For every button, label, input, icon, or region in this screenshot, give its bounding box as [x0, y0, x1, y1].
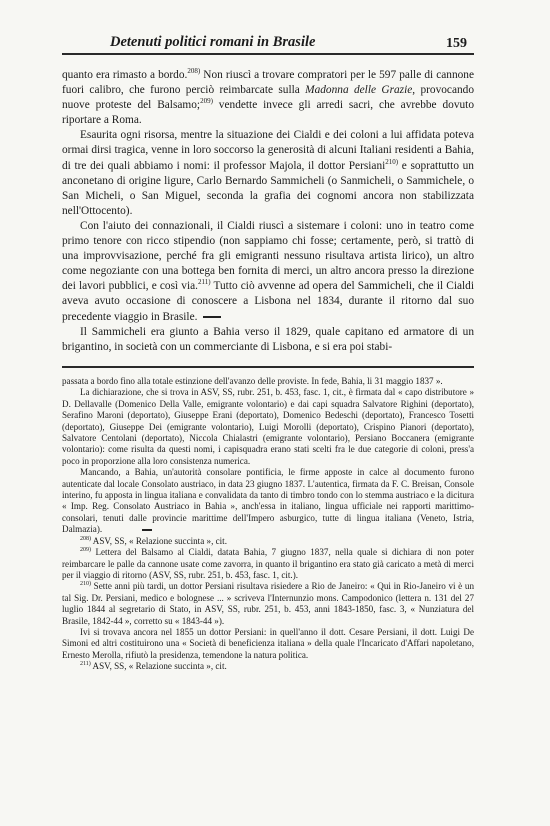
- paragraph-1: [62, 68, 474, 128]
- margin-mark: [203, 316, 221, 318]
- text: Non riuscì a trovare compratori per le 597 palle di cannone fuori calibro, che furono perciò reimbarcate sulla: [62, 69, 474, 97]
- margin-mark: [142, 529, 152, 531]
- header-rule: [62, 53, 474, 55]
- text: Esaurita ogni risorsa, mentre la situazione dei Cialdi e dei coloni a lui affidata poteva ormai dirsi tragica, venne in loro soccorso la generosità di alcuni Italiani residenti a Bahia, di tre dei quali abbiamo i nomi: il professor Majola, il dottor Persiani: [62, 129, 474, 172]
- ship-name: Madonna delle Grazie: [305, 84, 413, 97]
- footnote-ref-208: 208): [187, 67, 201, 76]
- footnotes: [62, 376, 474, 673]
- footnote-paragraph: La dichiarazione, che si trova in ASV, SS, rubr. 251, b. 453, fasc. 1, cit., è firmata dal « capo distributore » D. Dellavalle (Domenico Della Valle, emigrante volontario) e dai capi squadra Salvatore Righini (deportato), Serafino Maroni (deportato), Giuseppe Erani (deportato), Domenico Bedeschi (deportato), Francesco Tosetti (deportato), Giuseppe Dei (emigrante volontario), Luigi Morolli (deportato), Crispino Pianori (deportato), Salvatore Centolani (deportato), Niccola Chialastri (emigrante volontario), Persiano Boccanera (emigrante volontario): come risulta da questi nomi, i capisquadra erano stati scelti fra le due categorie di coloni, press'a poco in proporzione alla loro consistenza numerica.: [62, 387, 474, 466]
- footnote-ref-209: 209): [200, 97, 213, 106]
- main-text: [62, 68, 474, 355]
- footnote-number: 210): [80, 581, 91, 588]
- footnote-208: [62, 536, 474, 547]
- footnote-209: [62, 547, 474, 581]
- footnote-ref-210: 210): [385, 157, 399, 166]
- page-header: [62, 34, 472, 58]
- footnote-ref-211: 211): [197, 278, 211, 287]
- footnotes-rule: [62, 366, 474, 368]
- paragraph-4: Il Sammicheli era giunto a Bahia verso il 1829, quale capitano ed armatore di un brigantino, in società con un commerciante di Lisbona, e si era poi stabi-: [62, 325, 474, 353]
- footnote-continuation: passata a bordo fino alla totale estinzione dell'avanzo delle proviste. In fede, Bahia, li 31 maggio 1837 ».: [62, 376, 443, 386]
- footnote-210-continued: Ivi si trovava ancora nel 1855 un dottor Persiani: in quell'anno il dott. Cesare Persiani, il dott. Luigi De Simoni ed altri costituirono una « Società di beneficienza italiana » della quale l'Incaricato d'Affari napoletano, Ernesto Merolla, rifiutò la presidenza, temendone la natura politica.: [62, 626, 474, 660]
- footnote-number: 211): [80, 661, 91, 668]
- footnote-text: Sette anni più tardi, un dottor Persiani risultava risiedere a Rio de Janeiro: « Qui in Rio-Janeiro vi è un tal Sig. Dr. Persiani, medico e bolognese ... » scriveva l'Internunzio mons. Campodonico (lettera n. 131 del 27 luglio 1844 al segretario di Stato, in ASV, SS, rubr. 251, b. 453, anni 1843-1850, fasc. 3, « Nunziatura del Brasile, 1842-44 », corretto su « 1843-44 »).: [62, 581, 474, 626]
- footnote-paragraph: [62, 467, 474, 535]
- running-title: Detenuti politici romani in Brasile: [110, 34, 316, 50]
- footnote-number: 208): [80, 535, 91, 542]
- text: e soprattutto un anconetano di origine ligure, Carlo Bernardo Sammicheli (o Sanmicheli, o Sammichele, o San Micheli, o San Miguel, seconda la grafia dei cognomi ancora non stabilizzata nell'Ottocento).: [62, 159, 474, 217]
- text: , provocando nuove proteste del Balsamo;: [62, 84, 475, 112]
- footnote-text: ASV, SS, « Relazione succinta », cit.: [90, 661, 227, 672]
- text: Con l'aiuto dei connazionali, il Cialdi riuscì a sistemare i coloni: uno in teatro come primo tenore con ricco stipendio (non sappiamo chi fosse; certamente, però, si trattò di una improvvisazione, perché fra gli emigranti nessuno risultava artista lirico), un altro come negoziante con una bottega ben fornita di merci, un altro ancora presso la direzione dei lavori pubblici, e così via.: [62, 219, 474, 293]
- footnote-text: Lettera del Balsamo al Cialdi, datata Bahia, 7 giugno 1837, nella quale si dichiara di non poter reimbarcare le palle da cannone usate come zavorra, in quanto il brigantino era stato già caricato a metà di merci per il viaggio di ritorno (ASV, SS, rubr. 251, b. 453, fasc. 1, cit.).: [62, 547, 474, 580]
- paragraph-2: [62, 128, 474, 219]
- paragraph-3: [62, 219, 474, 325]
- footnote-210: [62, 581, 474, 627]
- footnote-211: [62, 661, 474, 672]
- text: Mancando, a Bahia, un'autorità consolare pontificia, le firme apposte in calce al documento furono autenticate dal locale Consolato austriaco, in data 23 giugno 1837. L'autentica, firmata da F. C. Breisan, Console interino, fu apposta in lingua italiana e convalidata da tanto di timbro tondo con lo stemma austriaco e la dicitura « Imp. Reg. Consolato Austriaco in Bahia », anch'essa in italiano, lingua ufficiale nei rapporti marittimo-consolari, tenuti dalle provincie marittime dell'Impero asburgico, tutte di lingua italiana (Veneto, Istria, Dalmazia).: [62, 467, 474, 535]
- text: vendette invece gli arredi sacri, che avrebbe dovuto riportare a Roma.: [62, 99, 474, 127]
- footnote-text: ASV, SS, « Relazione succinta », cit.: [91, 535, 227, 546]
- footnote-number: 209): [80, 547, 91, 554]
- text: Tutto ciò avvenne ad opera del Sammicheli, che il Cialdi aveva avuto occasione di conoscere a Lisbona nel 1834, durante il ritorno dal suo precedente viaggio in Brasile.: [62, 280, 474, 323]
- page-number: 159: [446, 36, 467, 51]
- text: quanto era rimasto a bordo.: [62, 69, 188, 81]
